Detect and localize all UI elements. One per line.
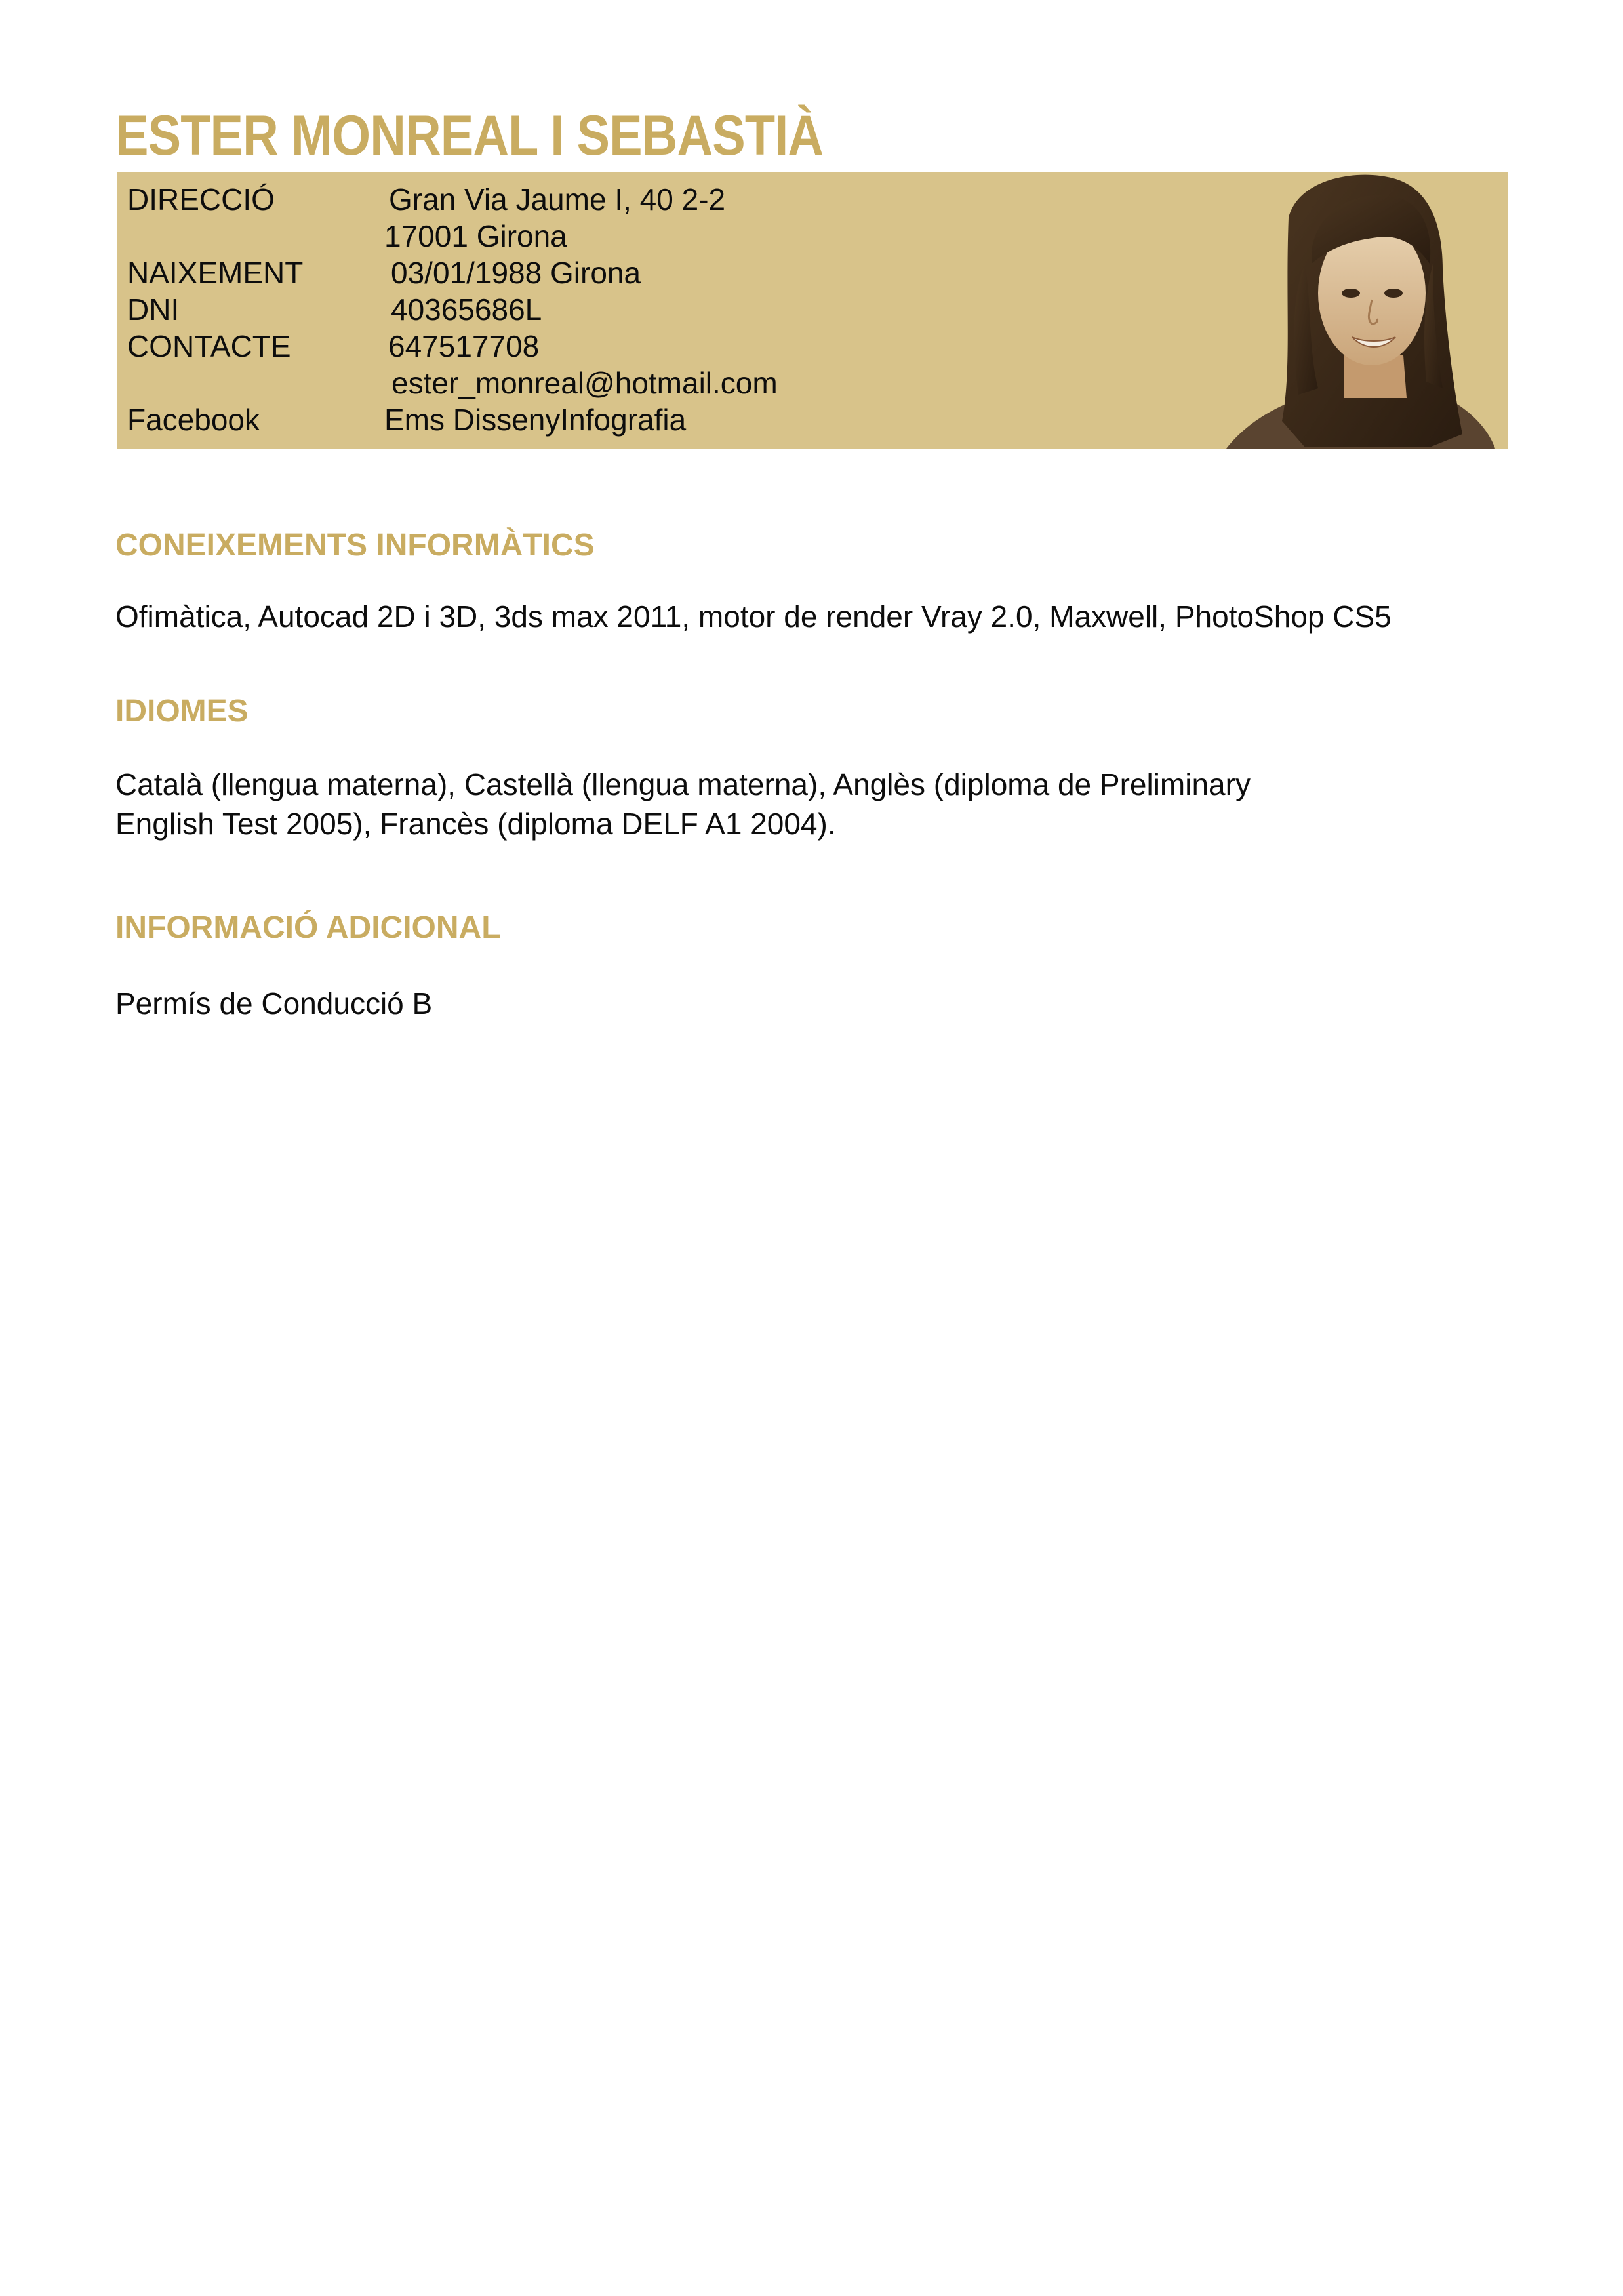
facebook-value: Ems DissenyInfografia <box>384 403 687 437</box>
additional-text-line: Permís de Conducció B <box>115 986 433 1020</box>
address-label: DIRECCIÓ <box>127 182 275 216</box>
birth-label: NAIXEMENT <box>127 256 304 290</box>
facebook-label: Facebook <box>127 403 260 437</box>
phone-value: 647517708 <box>388 329 540 363</box>
languages-heading: IDIOMES <box>115 694 249 729</box>
additional-heading: INFORMACIÓ ADICIONAL <box>115 910 501 945</box>
contact-label: CONTACTE <box>127 329 291 363</box>
email-link[interactable]: ester_monreal@hotmail.com <box>391 366 778 400</box>
computing-text <box>115 597 1519 636</box>
computing-text-line: Ofimàtica, Autocad 2D i 3D, 3ds max 2011, motor de render Vray 2.0, Maxwell, PhotoShop CS5 <box>115 599 1392 634</box>
languages-text-line-1: Català (llengua materna), Castellà (llengua materna), Anglès (diploma de Preliminary <box>115 767 1251 801</box>
dni-value: 40365686L <box>391 292 542 327</box>
computing-heading: CONEIXEMENTS INFORMÀTICS <box>115 528 595 563</box>
address-line-2: 17001 Girona <box>384 219 567 253</box>
additional-text <box>115 984 1519 1023</box>
dni-label: DNI <box>127 292 180 327</box>
person-name: ESTER MONREAL I SEBASTIÀ <box>115 104 824 167</box>
profile-photo <box>1226 172 1508 449</box>
languages-text-line-2: English Test 2005), Francès (diploma DELF A1 2004). <box>115 807 836 841</box>
personal-info-band <box>117 172 1508 449</box>
languages-text <box>115 765 1519 843</box>
birth-value: 03/01/1988 Girona <box>391 256 641 290</box>
address-line-1: Gran Via Jaume I, 40 2-2 <box>389 182 726 216</box>
